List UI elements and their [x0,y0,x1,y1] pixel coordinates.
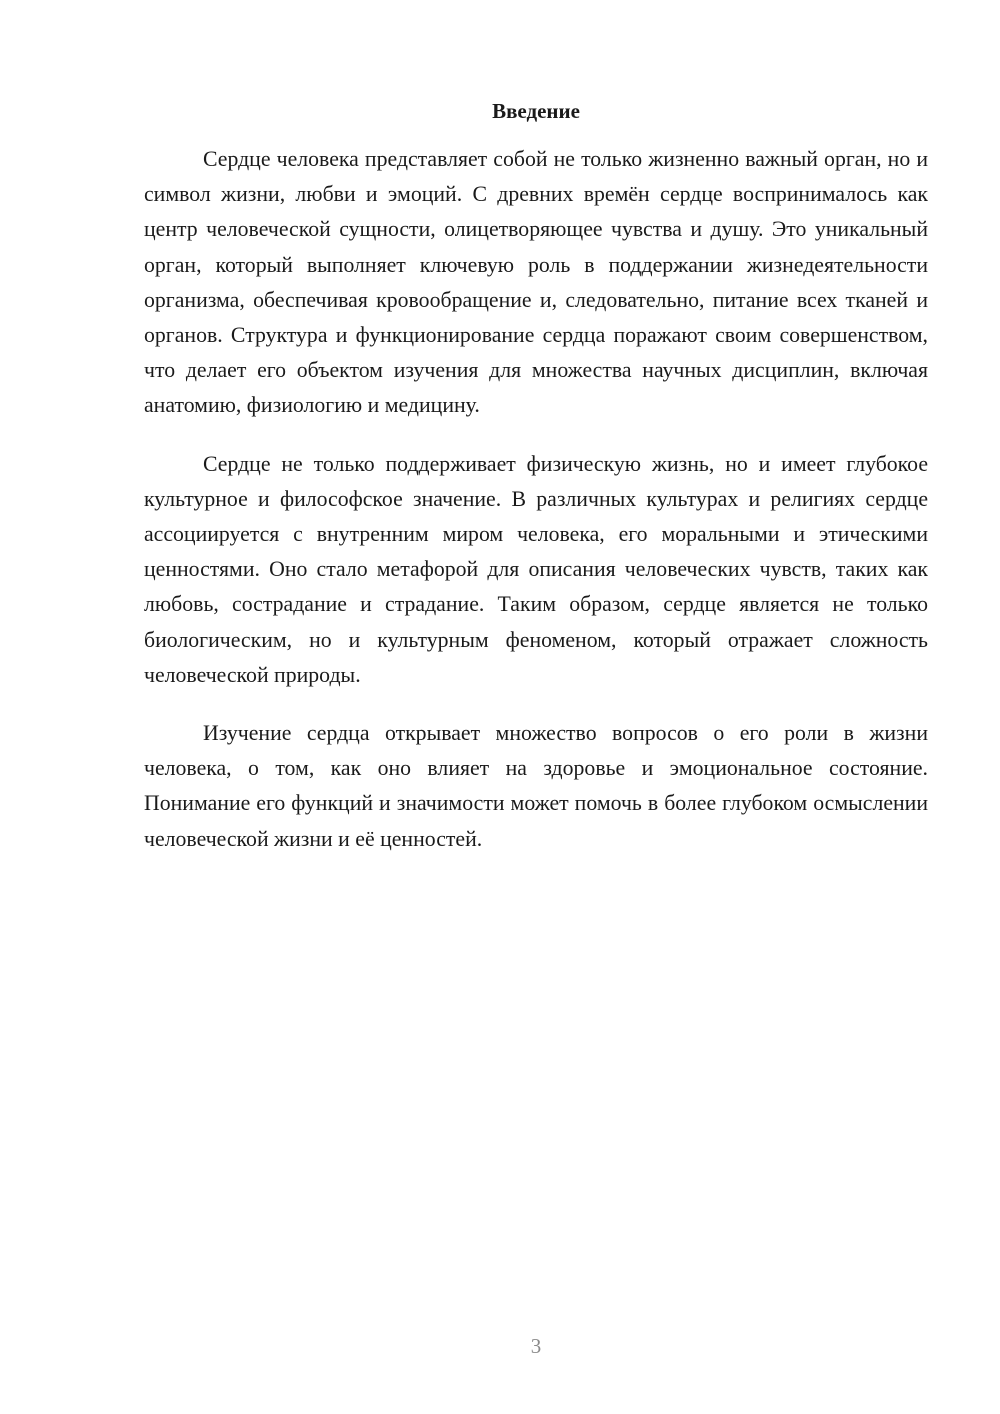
paragraph-3: Изучение сердца открывает множество вопросов о его роли в жизни человека, о том, как оно влияет на здоровье и эмоциональное состояние. Понимание его функций и значимости может помочь в более глубоком осмыслении человеческой жизни и её ценностей. [144,721,928,851]
page-number: 3 [530,1334,542,1358]
section-heading: Введение [492,99,580,123]
page-content [144,95,928,880]
paragraph-1: Сердце человека представляет собой не только жизненно важный орган, но и символ жизни, любви и эмоций. С древних времён сердце воспринималось как центр человеческой сущности, олицетворяющее чувства и душу. Это уникальный орган, который выполняет ключевую роль в поддержании жизнедеятельности организма, обеспечивая кровообращение и, следовательно, питание всех тканей и органов. Структура и функционирование сердца поражают своим совершенством, что делает его объектом изучения для множества научных дисциплин, включая анатомию, физиологию и медицину. [144,147,928,418]
paragraph-2: Сердце не только поддерживает физическую жизнь, но и имеет глубокое культурное и философское значение. В различных культурах и религиях сердце ассоциируется с внутренним миром человека, его моральными и этическими ценностями. Оно стало метафорой для описания человеческих чувств, таких как любовь, сострадание и страдание. Таким образом, сердце является не только биологическим, но и культурным феноменом, который отражает сложность человеческой природы. [144,451,928,687]
